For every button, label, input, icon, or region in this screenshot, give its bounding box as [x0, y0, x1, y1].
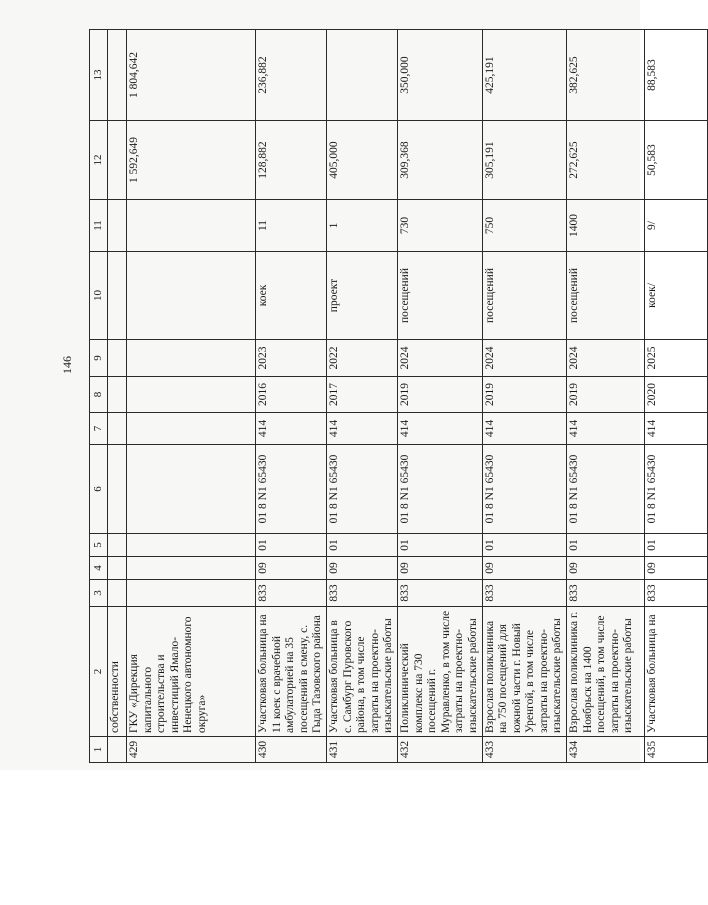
- table-cell: 414: [326, 413, 397, 445]
- table-cell: 09: [256, 557, 327, 580]
- row-number: 432: [397, 737, 482, 763]
- table-cell: 1: [326, 200, 397, 252]
- object-name: ГКУ «Дирекция капитального строительства и инвестиций Ямало-Ненецкого автономного округа»: [127, 607, 256, 737]
- table-cell: 350,000: [397, 30, 482, 121]
- table-cell: посещений: [482, 252, 567, 340]
- table-cell: 01: [326, 534, 397, 557]
- table-cell: 414: [397, 413, 482, 445]
- table-cell: 833: [256, 580, 327, 607]
- header-cell: 4: [90, 557, 108, 580]
- table-cell: [108, 340, 127, 377]
- table-cell: [326, 30, 397, 121]
- row-number: 431: [326, 737, 397, 763]
- table-cell: 2017: [326, 377, 397, 413]
- table-cell: 414: [645, 413, 708, 445]
- table-cell: 01 8 N1 65430: [326, 445, 397, 534]
- budget-table: [89, 29, 708, 763]
- table-cell: 01: [482, 534, 567, 557]
- table-row: [127, 30, 256, 763]
- table-row: [567, 30, 645, 763]
- table-cell: [108, 30, 127, 121]
- table-cell: 01 8 N1 65430: [645, 445, 708, 534]
- continuation-row: [108, 30, 127, 763]
- table-cell: 236,882: [256, 30, 327, 121]
- table-cell: [108, 413, 127, 445]
- table-body: [90, 30, 708, 763]
- table-cell: 833: [645, 580, 708, 607]
- table-cell: [108, 534, 127, 557]
- table-cell: 425,191: [482, 30, 567, 121]
- table-cell: 833: [326, 580, 397, 607]
- table-cell: 01 8 N1 65430: [397, 445, 482, 534]
- table-cell: 2019: [397, 377, 482, 413]
- table-cell: [127, 445, 256, 534]
- object-name: Участковая больница в с. Самбург Пуровского района, в том числе затраты на проектно-изыскательские работы: [326, 607, 397, 737]
- table-row: [256, 30, 327, 763]
- page-number: 146: [60, 356, 74, 374]
- table-cell: [108, 252, 127, 340]
- table-cell: 11: [256, 200, 327, 252]
- continuation-text: собственности: [108, 607, 127, 737]
- table-cell: 405,000: [326, 121, 397, 200]
- table-cell: 01: [645, 534, 708, 557]
- row-number: 434: [567, 737, 645, 763]
- table-cell: 50,583: [645, 121, 708, 200]
- table-cell: 09: [482, 557, 567, 580]
- table-cell: 2024: [567, 340, 645, 377]
- table-cell: 833: [567, 580, 645, 607]
- table-cell: 88,583: [645, 30, 708, 121]
- table-cell: [108, 580, 127, 607]
- table-row: [326, 30, 397, 763]
- table-cell: 2024: [482, 340, 567, 377]
- table-cell: [108, 377, 127, 413]
- table-cell: 09: [326, 557, 397, 580]
- table-cell: [108, 445, 127, 534]
- table-cell: [108, 200, 127, 252]
- header-row: [90, 30, 108, 763]
- table-cell: проект: [326, 252, 397, 340]
- table-cell: [127, 377, 256, 413]
- table-cell: 2019: [482, 377, 567, 413]
- header-cell: 2: [90, 607, 108, 737]
- header-cell: 1: [90, 737, 108, 763]
- table-cell: 09: [567, 557, 645, 580]
- object-name: Взрослая поликлиника на 750 посещений для южной части г. Новый Уренгой, в том числе затраты на проектно-изыскательские работы: [482, 607, 567, 737]
- table-cell: 309,368: [397, 121, 482, 200]
- object-name: Участковая больница на: [645, 607, 708, 737]
- table-cell: 2023: [256, 340, 327, 377]
- table-cell: 414: [256, 413, 327, 445]
- table-cell: [108, 737, 127, 763]
- header-cell: 9: [90, 340, 108, 377]
- header-cell: 6: [90, 445, 108, 534]
- table-row: [397, 30, 482, 763]
- table-cell: 750: [482, 200, 567, 252]
- table-cell: 272,625: [567, 121, 645, 200]
- table-cell: 414: [567, 413, 645, 445]
- table-cell: 2022: [326, 340, 397, 377]
- table-cell: 833: [397, 580, 482, 607]
- table-cell: 09: [397, 557, 482, 580]
- table-cell: 01: [256, 534, 327, 557]
- table-row: [645, 30, 708, 763]
- table-cell: коек: [256, 252, 327, 340]
- table-cell: 01: [567, 534, 645, 557]
- header-cell: 10: [90, 252, 108, 340]
- table-cell: 833: [482, 580, 567, 607]
- row-number: 433: [482, 737, 567, 763]
- table-cell: 730: [397, 200, 482, 252]
- table-cell: посещений: [567, 252, 645, 340]
- table-row: [482, 30, 567, 763]
- table-cell: [127, 534, 256, 557]
- row-number: 429: [127, 737, 256, 763]
- rotated-table-wrapper: [89, 30, 659, 763]
- table-cell: 09: [645, 557, 708, 580]
- table-cell: коек/: [645, 252, 708, 340]
- table-cell: [108, 121, 127, 200]
- row-number: 435: [645, 737, 708, 763]
- header-cell: 12: [90, 121, 108, 200]
- object-name: Поликлинический комплекс на 730 посещений г. Муравленко, в том числе затраты на проектно-изыскательские работы: [397, 607, 482, 737]
- header-cell: 11: [90, 200, 108, 252]
- table-cell: [127, 200, 256, 252]
- table-cell: 1400: [567, 200, 645, 252]
- table-cell: 1 804,642: [127, 30, 256, 121]
- table-cell: 2025: [645, 340, 708, 377]
- object-name: Взрослая поликлиника г. Ноябрьск на 1400 посещений, в том числе затраты на проектно-изыскательские работы: [567, 607, 645, 737]
- table-cell: 2019: [567, 377, 645, 413]
- table-cell: посещений: [397, 252, 482, 340]
- row-number: 430: [256, 737, 327, 763]
- table-cell: 128,882: [256, 121, 327, 200]
- table-cell: 382,625: [567, 30, 645, 121]
- table-cell: [127, 580, 256, 607]
- table-cell: [127, 413, 256, 445]
- table-cell: 01: [397, 534, 482, 557]
- table-cell: 2016: [256, 377, 327, 413]
- table-cell: 2024: [397, 340, 482, 377]
- table-cell: 01 8 N1 65430: [256, 445, 327, 534]
- table-cell: 01 8 N1 65430: [482, 445, 567, 534]
- table-cell: 305,191: [482, 121, 567, 200]
- header-cell: 5: [90, 534, 108, 557]
- object-name: Участковая больница на 11 коек с врачебной амбулаторией на 35 посещений в смену, с. Гыда Тазовского района: [256, 607, 327, 737]
- table-cell: 1 592,649: [127, 121, 256, 200]
- table-cell: [127, 252, 256, 340]
- table-cell: 2020: [645, 377, 708, 413]
- header-cell: 8: [90, 377, 108, 413]
- table-cell: 9/: [645, 200, 708, 252]
- table-cell: 414: [482, 413, 567, 445]
- table-cell: [127, 557, 256, 580]
- header-cell: 3: [90, 580, 108, 607]
- table-cell: [127, 340, 256, 377]
- header-cell: 7: [90, 413, 108, 445]
- header-cell: 13: [90, 30, 108, 121]
- table-cell: [108, 557, 127, 580]
- table-cell: 01 8 N1 65430: [567, 445, 645, 534]
